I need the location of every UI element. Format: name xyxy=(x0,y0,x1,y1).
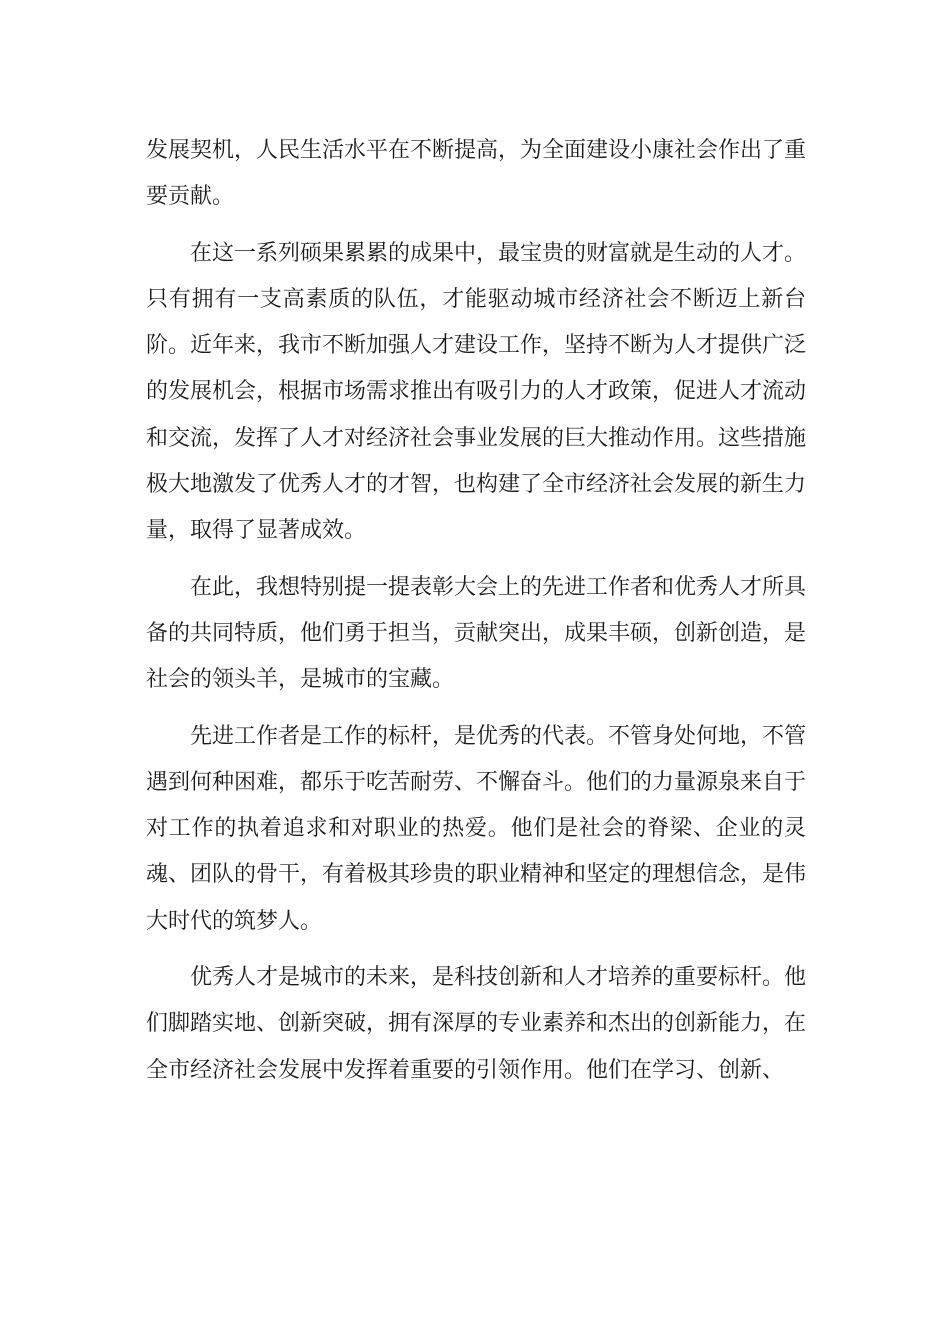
paragraph-4: 先进工作者是工作的标杆，是优秀的代表。不管身处何地，不管遇到何种困难，都乐于吃苦耐劳、不懈奋斗。他们的力量源泉来自于对工作的执着追求和对职业的热爱。他们是社会的脊梁、企业的灵魂、团队的骨干，有着极其珍贵的职业精神和坚定的理想信念，是伟大时代的筑梦人。 xyxy=(146,723,807,934)
paragraph-1: 发展契机，人民生活水平在不断提高，为全面建设小康社会作出了重要贡献。 xyxy=(146,138,807,210)
paragraph-2: 在这一系列硕果累累的成果中，最宝贵的财富就是生动的人才。只有拥有一支高素质的队伍，才能驱动城市经济社会不断迈上新台阶。近年来，我市不断加强人才建设工作，坚持不断为人才提供广泛的发展机会，根据市场需求推出有吸引力的人才政策，促进人才流动和交流，发挥了人才对经济社会事业发展的巨大推动作用。这些措施极大地激发了优秀人才的才智，也构建了全市经济社会发展的新生力量，取得了显著成效。 xyxy=(146,240,807,544)
document-body xyxy=(146,128,806,1094)
paragraph-3: 在此，我想特别提一提表彰大会上的先进工作者和优秀人才所具备的共同特质，他们勇于担当，贡献突出，成果丰硕，创新创造，是社会的领头羊，是城市的宝藏。 xyxy=(146,574,807,693)
paragraph-5: 优秀人才是城市的未来，是科技创新和人才培养的重要标杆。他们脚踏实地、创新突破，拥有深厚的专业素养和杰出的创新能力，在全市经济社会发展中发挥着重要的引领作用。他们在学习、创新、 xyxy=(146,965,807,1083)
